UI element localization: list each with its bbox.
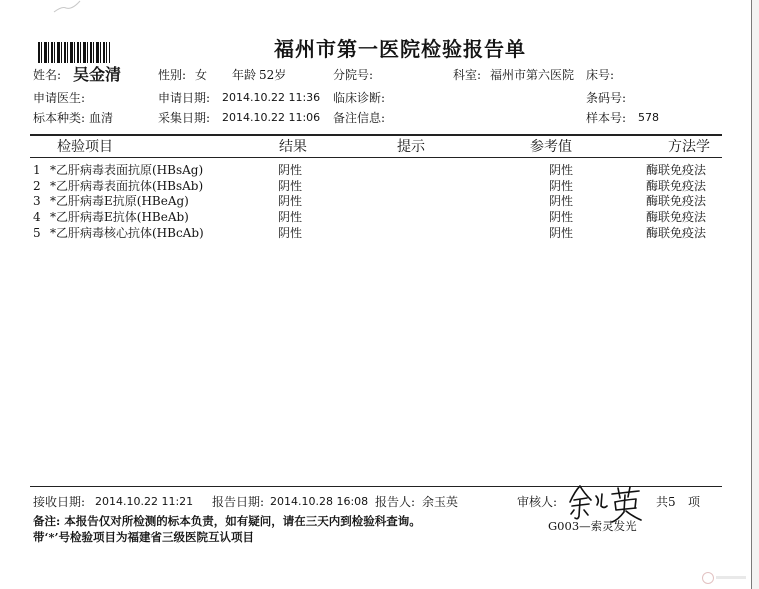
column-header-hint: 提示 [397,139,425,155]
name-label: 姓名: [33,68,62,82]
table-top-rule [30,134,722,136]
patient-age: 52岁 [259,68,287,82]
total-count: 共5 [656,495,676,509]
test-method: 酶联免疫法 [646,179,707,193]
mutual-recognition-note: 带‘*’号检验项目为福建省三级医院互认项目 [33,530,255,544]
row-number: 3 [33,194,41,208]
test-method: 酶联免疫法 [646,210,707,224]
patient-sex: 女 [195,68,208,82]
column-header-reference: 参考值 [530,139,572,155]
received-date-label: 接收日期: [33,495,86,509]
sample-no-label: 样本号: [586,111,627,125]
table-row [0,194,759,210]
report-title: 福州市第一医院检验报告单 [274,37,526,61]
table-row [0,179,759,195]
report-date: 2014.10.28 16:08 [270,495,369,508]
received-date: 2014.10.22 11:21 [95,495,194,508]
remarks-label: 备注信息: [333,111,386,125]
reference-value: 阴性 [549,210,574,224]
total-unit: 项 [688,495,701,509]
reference-value: 阴性 [549,194,574,208]
department: 福州市第六医院 [490,68,575,82]
sample-no: 578 [638,111,659,124]
instrument-name: G003—索灵发光 [548,519,637,533]
age-label: 年龄 [232,68,257,82]
reviewer-label: 审核人: [517,495,558,509]
diagnosis-label: 临床诊断: [333,91,386,105]
collect-date-label: 采集日期: [158,111,211,125]
test-item-name: *乙肝病毒E抗原(HBeAg) [50,194,189,208]
sex-label: 性别: [158,68,187,82]
test-result: 阴性 [278,179,303,193]
test-item-name: *乙肝病毒核心抗体(HBcAb) [50,226,204,240]
test-method: 酶联免疫法 [646,194,707,208]
watermark-icon [702,572,714,584]
reporter-label: 报告人: [375,495,416,509]
barcode [38,42,110,63]
test-method: 酶联免疫法 [646,226,707,240]
test-item-name: *乙肝病毒表面抗原(HBsAg) [50,163,204,177]
scan-edge-strip [752,0,759,589]
row-number: 2 [33,179,41,193]
column-header-method: 方法学 [668,139,710,155]
watermark-mark [716,576,746,579]
table-header-rule [30,157,722,158]
report-note: 备注: 本报告仅对所检测的标本负责，如有疑问，请在三天内到检验科查询。 [33,514,421,528]
specimen-type: 血清 [89,111,114,125]
row-number: 4 [33,210,41,224]
column-header-item: 检验项目 [57,139,113,155]
test-result: 阴性 [278,194,303,208]
branch-no-label: 分院号: [333,68,374,82]
test-result: 阴性 [278,226,303,240]
report-date-label: 报告日期: [212,495,265,509]
test-method: 酶联免疫法 [646,163,707,177]
row-number: 5 [33,226,41,240]
row-number: 1 [33,163,41,177]
barcode-no-label: 条码号: [586,91,627,105]
reporter-name: 余玉英 [422,495,459,509]
reviewer-signature [566,482,646,524]
test-item-name: *乙肝病毒表面抗体(HBsAb) [50,179,204,193]
apply-date: 2014.10.22 11:36 [222,91,321,104]
scan-artifact [52,0,82,14]
reference-value: 阴性 [549,226,574,240]
specimen-label: 标本种类: [33,111,86,125]
reference-value: 阴性 [549,179,574,193]
column-header-result: 结果 [279,139,307,155]
table-row [0,163,759,179]
scan-edge-line [751,0,752,589]
test-result: 阴性 [278,163,303,177]
collect-date: 2014.10.22 11:06 [222,111,321,124]
test-result: 阴性 [278,210,303,224]
reference-value: 阴性 [549,163,574,177]
patient-name: 吴金清 [73,65,122,84]
doctor-label: 申请医生: [33,91,86,105]
test-item-name: *乙肝病毒E抗体(HBeAb) [50,210,189,224]
department-label: 科室: [453,68,482,82]
table-row [0,226,759,242]
bed-label: 床号: [586,68,615,82]
apply-date-label: 申请日期: [158,91,211,105]
table-row [0,210,759,226]
